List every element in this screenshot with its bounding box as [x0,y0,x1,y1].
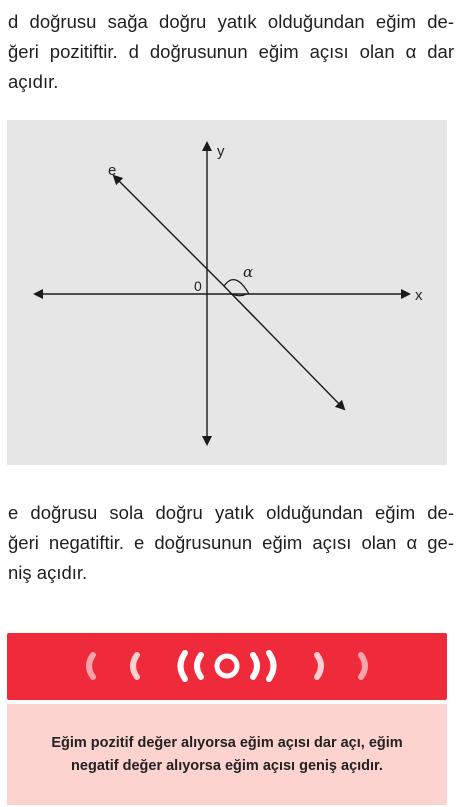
note-line: Eğim pozitif değer alıyorsa eğim açısı dar açı, eğim [51,735,403,751]
note-header [7,633,447,700]
line-e [114,176,222,284]
coordinate-figure [7,120,447,465]
x-axis-label: x [415,287,423,304]
text-line: ğeri pozitiftir. d doğrusunun eğim açısı olan α dar [8,41,454,62]
y-axis-label: y [217,143,225,160]
text-line: açıdır. [8,71,59,92]
line-e-lower [222,284,344,409]
broadcast-signal-icon [7,633,447,700]
text-line: e doğrusu sola doğru yatık olduğundan eğim de- [8,502,454,523]
paragraph-negative-slope [8,498,454,588]
line-e-label: e [108,162,117,179]
note-text [37,732,417,778]
text-line: ğeri negatiftir. e doğrusunun eğim açısı olan α ge- [8,532,454,553]
origin-label: 0 [194,278,202,294]
note-box [7,704,447,805]
note-line: negatif değer alıyorsa eğim açısı geniş açıdır. [71,758,383,774]
text-line: d doğrusu sağa doğru yatık olduğundan eğim de- [8,11,454,32]
coordinate-plane [7,120,447,465]
angle-alpha-arc [224,280,249,294]
text-line: niş açıdır. [8,562,88,583]
angle-label: α [243,263,254,281]
paragraph-positive-slope [8,7,454,97]
